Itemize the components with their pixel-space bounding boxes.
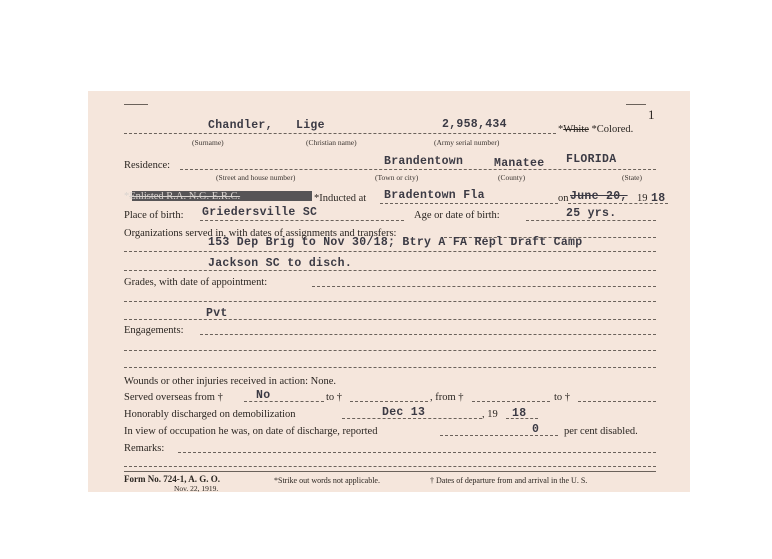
serial-number-value: 2,958,434 <box>442 118 507 131</box>
remarks-line-0 <box>178 452 656 453</box>
race-struck: *White *Colored. <box>558 124 634 135</box>
on-label: on <box>558 193 569 204</box>
grades-label: Grades, with date of appointment: <box>124 277 268 288</box>
caption-surname: (Surname) <box>192 138 224 147</box>
occupation-suffix: per cent disabled. <box>564 426 638 437</box>
grades-value: Pvt <box>206 307 228 320</box>
grades-rule-1 <box>124 301 656 302</box>
caption-state: (State) <box>622 173 642 182</box>
discharge-year: 18 <box>512 407 527 420</box>
discharge-line <box>342 418 482 419</box>
engagements-rule-2 <box>124 367 656 368</box>
surname-value: Chandler, <box>208 119 273 132</box>
card-number: 1 <box>648 107 655 122</box>
occupation-value: 0 <box>532 423 540 436</box>
overseas-to: to † <box>326 392 343 403</box>
residence-line <box>180 169 656 170</box>
inducted-year: 18 <box>651 192 666 205</box>
caption-town: (Town or city) <box>375 173 419 182</box>
overseas-line-4 <box>578 401 656 402</box>
birth-place-label: Place of birth: <box>124 210 184 221</box>
occupation-line <box>440 435 558 436</box>
overseas-line-2 <box>350 401 428 402</box>
overseas-to-2: to † <box>554 392 571 403</box>
age-line <box>526 220 656 221</box>
discharge-date: Dec 13 <box>382 406 426 419</box>
wounds-value: None. <box>310 376 337 387</box>
inducted-line <box>380 203 558 204</box>
engagements-line-0 <box>200 334 656 335</box>
engagements-rule-1 <box>124 350 656 351</box>
organizations-rule-2 <box>124 270 656 271</box>
footer-rule <box>124 471 656 472</box>
corner-mark-left <box>124 104 148 105</box>
overseas-from: , from † <box>430 392 464 403</box>
overseas-label: Served overseas from † <box>124 392 223 403</box>
grades-line-0 <box>312 286 656 287</box>
birth-place-value: Griedersville SC <box>202 206 318 219</box>
overseas-line-3 <box>472 401 550 402</box>
caption-christian: (Christian name) <box>306 138 357 147</box>
remarks-rule-1 <box>124 466 656 467</box>
remarks-label: Remarks: <box>124 443 165 454</box>
inducted-date: June 20, <box>570 190 628 203</box>
organizations-line-1: 153 Dep Brig to Nov 30/18; Btry A FA Repl Draft Camp <box>208 236 583 249</box>
corner-mark-right <box>626 104 646 105</box>
residence-state: FLORIDA <box>566 153 617 166</box>
footer-note-dates: † Dates of departure from and arrival in the U. S. <box>430 476 588 485</box>
footer-note-strike: *Strike out words not applicable. <box>274 476 380 485</box>
caption-serial: (Army serial number) <box>434 138 500 147</box>
inducted-label: *Inducted at <box>314 193 367 204</box>
form-date: Nov. 22, 1919. <box>174 484 219 493</box>
organizations-line-2: Jackson SC to disch. <box>208 257 353 270</box>
name-line <box>124 133 556 134</box>
enlisted-struck: *Enlisted R.A. N.G. E.R.C. <box>124 191 241 202</box>
discharge-label: Honorably discharged on demobilization <box>124 409 296 420</box>
residence-county: Manatee <box>494 157 545 170</box>
organizations-label: Organizations served in, with dates of assignments and transfers: <box>124 228 397 239</box>
inducted-year-prefix: 19 <box>637 193 648 204</box>
discharge-year-prefix: , 19 <box>482 409 498 420</box>
wounds-label: Wounds or other injuries received in action: None. <box>124 376 337 387</box>
occupation-label: In view of occupation he was, on date of discharge, reported <box>124 426 378 437</box>
residence-town: Brandentown <box>384 155 464 168</box>
birth-place-line <box>200 220 404 221</box>
discharge-year-line <box>506 418 538 419</box>
inducted-date-line <box>568 203 668 204</box>
organizations-rule-1 <box>124 251 656 252</box>
caption-county: (County) <box>498 173 526 182</box>
grades-rule-2 <box>124 319 656 320</box>
overseas-value: No <box>256 389 271 402</box>
residence-label: Residence: <box>124 160 171 171</box>
christian-name-value: Lige <box>296 119 325 132</box>
age-label: Age or date of birth: <box>414 210 500 221</box>
caption-street: (Street and house number) <box>216 173 296 182</box>
age-value: 25 yrs. <box>566 207 617 220</box>
form-number: Form No. 724-1, A. G. O. <box>124 474 220 484</box>
overseas-line-1 <box>244 401 324 402</box>
service-record-card <box>88 91 690 492</box>
inducted-place: Bradentown Fla <box>384 189 485 202</box>
engagements-label: Engagements: <box>124 325 184 336</box>
